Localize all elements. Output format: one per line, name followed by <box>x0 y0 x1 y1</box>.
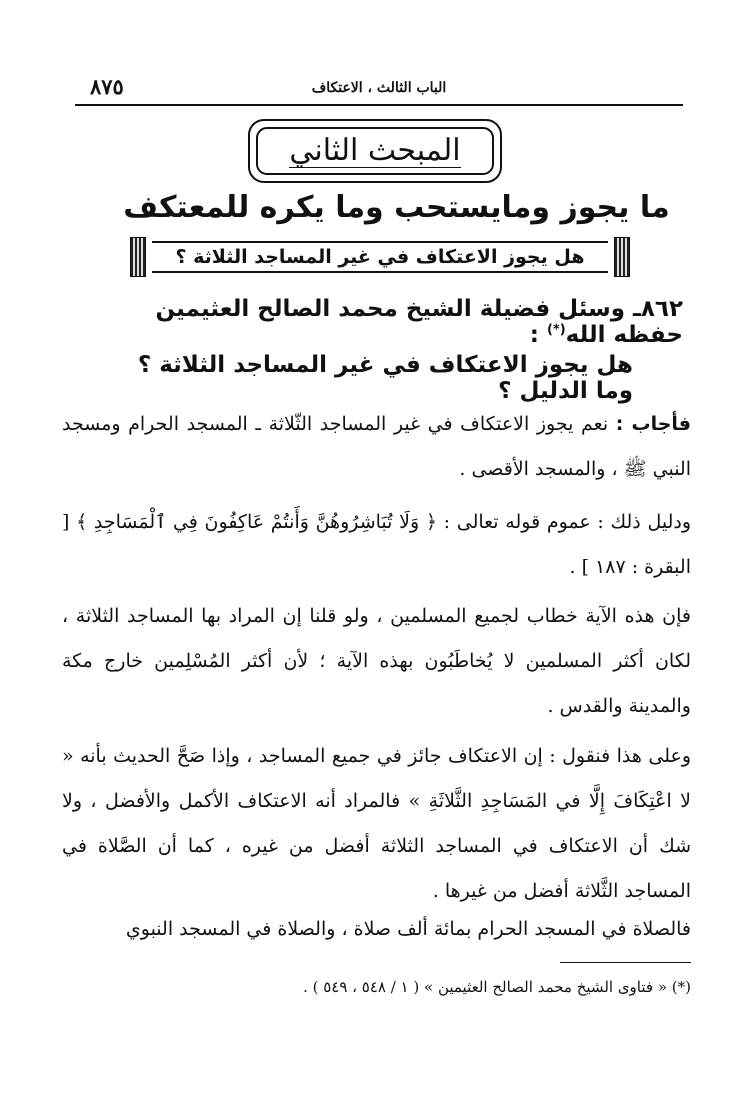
section-title: المبحث الثاني <box>289 133 461 168</box>
question-text: هل يجوز الاعتكاف في غير المساجد الثلاثة ؟ وما الدليل ؟ <box>137 352 633 404</box>
banner-ornament-right <box>614 237 630 277</box>
question-banner <box>130 237 630 277</box>
running-title: الباب الثالث ، الاعتكاف <box>311 80 447 96</box>
banner-text: هل يجوز الاعتكاف في غير المساجد الثلاثة ؟ <box>175 246 585 268</box>
answer-label: فأجاب : <box>615 413 691 435</box>
footnote-divider <box>560 962 691 963</box>
explanation-paragraph: فإن هذه الآية خطاب لجميع المسلمين ، ولو قلنا إن المراد بها المساجد الثلاثة ، لكان أكثر المسلمين لا يُخاطَبُون بهذه الآية ؛ لأن أكثر المُسْلِمين خارج مكة والمدينة والقدس . <box>62 605 691 717</box>
footnote: (*) « فتاوى الشيخ محمد الصالح العثيمين » ( ١ / ٥٤٨ ، ٥٤٩ ) . <box>303 978 691 996</box>
footnote-marker: (*) <box>546 322 566 338</box>
page-number: ٨٧٥ <box>90 74 124 99</box>
page-header <box>75 70 683 106</box>
conclusion-paragraph: وعلى هذا فنقول : إن الاعتكاف جائز في جميع المساجد ، وإذا صَحَّ الحديث بأنه « لا اعْتِكَافَ إِلَّا في المَسَاجِدِ الثَّلاثَةِ » فالمراد أنه الاعتكاف الأكمل والأفضل ، ولا شك أن الاعتكاف في المساجد الثلاثة أفضل من غيره ، كما أن الصَّلاة في المساجد الثَّلاثة أفضل من غيرها . <box>62 745 691 902</box>
banner-ornament-left <box>130 237 146 277</box>
answer-paragraph: فأجاب : نعم يجوز الاعتكاف في غير المساجد الثّلاثة ـ المسجد الحرام ومسجد النبي ﷺ ، والمسجد الأقصى . <box>62 413 691 480</box>
chapter-subtitle: ما يجوز ومايستحب وما يكره للمعتكف <box>123 190 670 225</box>
question-intro: ٨٦٢ـ وسئل فضيلة الشيخ محمد الصالح العثيمين حفظه الله(*) : <box>155 296 683 348</box>
section-title-frame <box>248 119 502 183</box>
evidence-paragraph: ودليل ذلك : عموم قوله تعالى : ﴿ وَلَا تُبَاشِرُوهُنَّ وَأَنتُمْ عَاكِفُونَ فِي ٱلْمَسَاجِدِ ﴾ [ البقرة : ١٨٧ ] . <box>62 511 691 578</box>
prayer-reward-paragraph: فالصلاة في المسجد الحرام بمائة ألف صلاة ، والصلاة في المسجد النبوي <box>125 918 691 940</box>
